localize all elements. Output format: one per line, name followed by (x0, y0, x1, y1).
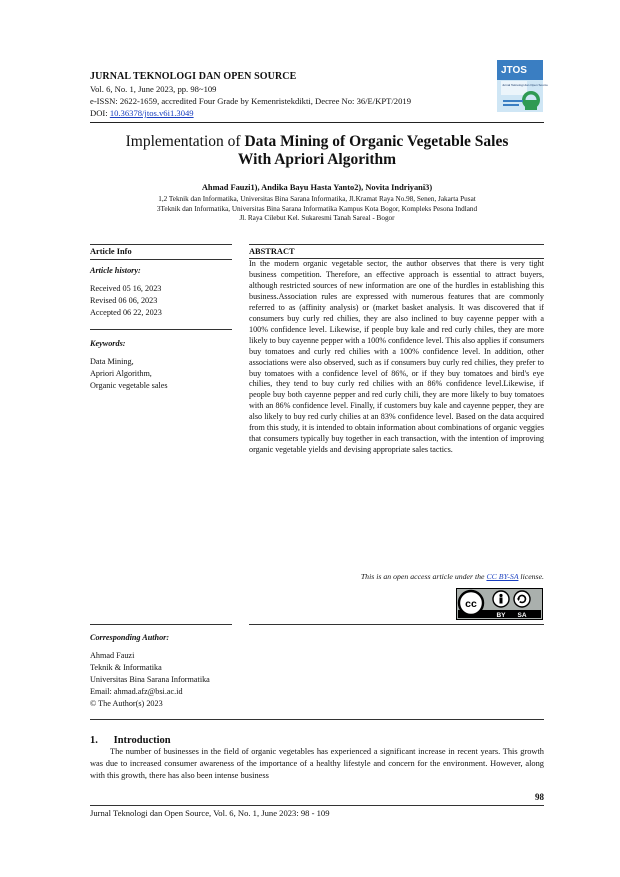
affiliation-2: 3Teknik dan Informatika, Universitas Bina Sarana Informatika Kampus Kota Bogor, Kompleks Pesona Indland (156, 205, 478, 213)
keyword-2: Apriori Algorithm, (90, 369, 152, 378)
header-rule (90, 122, 544, 123)
keyword-1: Data Mining, (90, 357, 134, 366)
logo-subtitle: Jurnal Teknologi dan Open Source (502, 83, 548, 87)
info-top-rule (90, 244, 232, 245)
cc-icon (459, 591, 483, 615)
license-suffix: license. (518, 572, 544, 581)
doi-link[interactable]: 10.36378/jtos.v6i1.3049 (109, 108, 194, 118)
info-rule-2 (90, 259, 232, 260)
article-info-heading: Article Info (90, 247, 132, 256)
jtos-logo-icon (497, 60, 548, 112)
abstract-bottom-rule (249, 624, 544, 625)
badge-by-label: BY (496, 612, 506, 619)
corresponding-bottom-rule (90, 719, 544, 720)
copyright-line: © The Author(s) 2023 (90, 699, 163, 708)
history-label: Article history: (90, 266, 141, 275)
issn-line: e-ISSN: 2622-1659, accredited Four Grade by Kemenristekdikti, Decree No: 36/E/KPT/2019 (90, 96, 411, 106)
introduction-text: The number of businesses in the field of organic vegetables has experienced a significant increase in recent years. This growth was due to increased consumer awareness of the importance of a healthy lifestyle and concern for the environment. However, along with this growth, there has also been intense business (90, 747, 544, 780)
author-name: Ahmad Fauzi (90, 651, 135, 660)
sa-icon (514, 591, 530, 607)
affiliation-3: Jl. Raya Cilebut Kel. Sukaresmi Tanah Sareal - Bogor (239, 214, 395, 222)
journal-logo (497, 60, 548, 112)
badge-sa-label: SA (517, 612, 527, 619)
info-rule-3 (90, 329, 232, 330)
author-email: Email: ahmad.afz@bsi.ac.id (90, 687, 183, 696)
authors: Ahmad Fauzi1), Andika Bayu Hasta Yanto2), Novita Indriyani3) (201, 183, 433, 192)
author-dept: Teknik & Informatika (90, 663, 162, 672)
abstract-text: In the modern organic vegetable sector, the author observes that there is very tight business competition. Therefore, an effective approach is essential to attract buyers, although restricted sources of new information are one of the hurdles in establishing this business.Association rules are expressed with numerous features that are commonly referred to as (affinity analysis) or (market basket analysis. It was discovered that if consumers buy curly red chilies, they are also inclined to buy cayenne pepper with a 100% confidence level. Likewise, if people buy kale and red curly chiles, they are more likely to buy cayenne pepper with a 100% confidence level. This also applies if consumers buy tomatoes and curly red chilies with a 100% confidence level. In addition, other associations were also observed, such as if consumers buy curly red chilies, they prefer to buy tomatoes with a confidence level of 86%, or if they buy tomatoes and bird's eye chilies, they tend to buy curly red chilies with an 86% confidence level.Likewise, if people buy both cayenne pepper and red curly chili, they are more likely to buy tomatoes with an 86% confidence level. Finally, if customers buy kale and cayenne pepper, they are also likely to buy red curly chilies at an 83% confidence level. Based on the data acquired from this study, it is intended to obtain information about combinations of organic veggies that consumers typically buy together in each transaction, with the intention of improving organic vegetable yields and devising appropriate sales tactics. (249, 259, 544, 455)
info-bottom-rule (90, 624, 232, 625)
abstract-heading: ABSTRACT (249, 247, 295, 256)
abstract-top-rule (249, 244, 544, 245)
page-number: 98 (535, 792, 544, 802)
corresponding-heading: Corresponding Author: (90, 633, 170, 642)
paper-title (90, 133, 544, 169)
license-prefix: This is an open access article under the (360, 572, 487, 581)
svg-text:cc: cc (465, 598, 477, 610)
svg-text:Jurnal Teknologi dan Open Sour (502, 83, 548, 87)
cc-license-link[interactable]: CC BY-SA (486, 572, 519, 581)
title-normal: Implementation of (125, 133, 245, 150)
journal-name: JURNAL TEKNOLOGI DAN OPEN SOURCE (90, 71, 297, 82)
title-bold-2: With Apriori Algorithm (237, 151, 397, 168)
doi-prefix: DOI: (90, 108, 110, 118)
footer-text: Jurnal Teknologi dan Open Source, Vol. 6, No. 1, June 2023: 98 - 109 (90, 808, 330, 818)
keywords-label: Keywords: (90, 339, 126, 348)
footer-rule (90, 805, 544, 806)
doi-line (90, 108, 194, 119)
accepted-date: Accepted 06 22, 2023 (90, 308, 162, 317)
introduction-heading: 1. Introduction (90, 735, 171, 746)
logo-text: JTOS (501, 65, 527, 76)
license-line (249, 572, 544, 581)
title-bold-1: Data Mining of Organic Vegetable Sales (244, 133, 509, 150)
revised-date: Revised 06 06, 2023 (90, 296, 158, 305)
received-date: Received 05 16, 2023 (90, 284, 162, 293)
by-icon (493, 591, 509, 607)
affiliation-1: 1,2 Teknik dan Informatika, Universitas Bina Sarana Informatika, Jl.Kramat Raya No.98, Senen, Jakarta Pusat (158, 195, 476, 203)
volume-line: Vol. 6, No. 1, June 2023, pp. 98~109 (90, 84, 217, 94)
cc-by-sa-badge[interactable] (456, 588, 543, 620)
author-univ: Universitas Bina Sarana Informatika (90, 675, 210, 684)
keyword-3: Organic vegetable sales (90, 381, 168, 390)
